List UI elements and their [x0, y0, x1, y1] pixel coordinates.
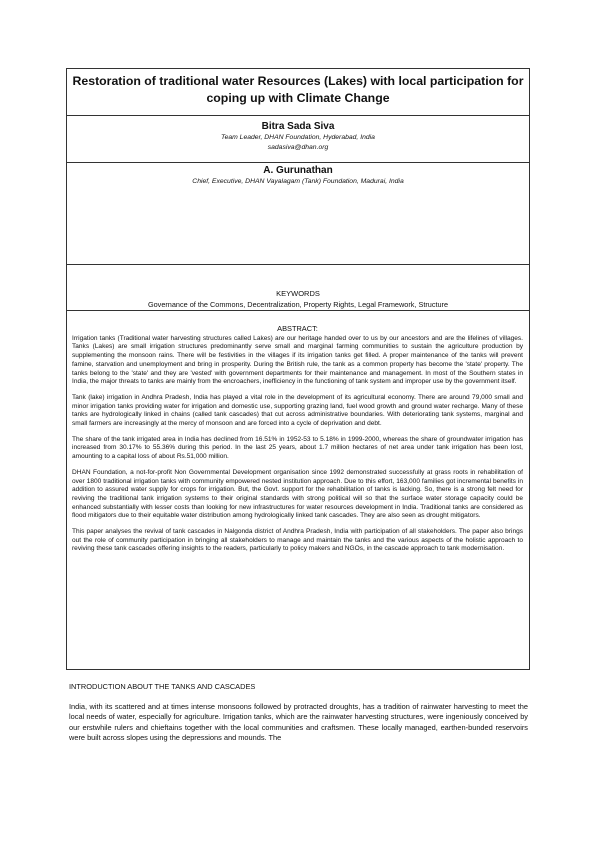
- author-affiliation: Chief, Executive, DHAN Vayalagam (Tank) Foundation, Madurai, India: [192, 178, 404, 185]
- body-paragraph: India, with its scattered and at times intense monsoons followed by protracted droughts, has a tradition of rainwater harvesting to meet the local needs of water, especially for agriculture. Irrigation tanks, which are the rainwater harvesting structures, were ingeniously conceived by our erstwhile rulers and chieftains together with the local communities and craftsmen. These locally managed, earthen-bunded reservoirs were built across slopes using the depressions and mounds. The: [69, 701, 528, 743]
- abstract-paragraph: This paper analyses the revival of tank cascades in Nalgonda district of Andhra Pradesh, India with participation of all stakeholders. The paper also brings out the role of community participation in bringing all stakeholders to manage and maintain the tanks and the various aspects of the holistic approach to reviving these tank cascades offering insights to the readers, particularly to policy makers and NGOs, in the cascade approach to tank modernisation.: [72, 528, 523, 553]
- abstract-paragraph: The share of the tank irrigated area in India has declined from 16.51% in 1952-53 to 5.18% in 1999-2000, whereas the share of groundwater irrigation has increased from 30.17% to 55.36% during this period. In the last 25 years, about 1.7 million hectares of net area under tank irrigation has been lost, amounting to a capital loss of about Rs.51,000 million.: [72, 435, 523, 461]
- abstract-paragraph: DHAN Foundation, a not-for-profit Non Governmental Development organisation since 1992 demonstrated successfully at grass roots in rehabilitation of over 1800 traditional irrigation tanks with community empowered nested institution approach. Due to this effort, 163,000 families got incremental benefits in addition to assured water supply for crops for irrigation. But, the Govt. support for the rehabilitation of tanks is lacking. So, there is a strong felt need for reviving the traditional tank irrigation systems to their original standards with strong political will so that the surface water storage capacity could be enhanced substantially with lesser costs than looking for new infrastructures for water resources development in India. Traditional tanks are considered as flood mitigators due to their equitable water distribution among hydrologically linked tank cascades. They are also seen as drought mitigators.: [72, 468, 523, 520]
- keywords-label: KEYWORDS: [276, 289, 320, 298]
- keywords-text: Governance of the Commons, Decentralization, Property Rights, Legal Framework, Structure: [147, 300, 449, 309]
- author-block-2: [67, 163, 529, 265]
- abstract-heading: ABSTRACT:: [277, 324, 318, 333]
- section-heading: INTRODUCTION ABOUT THE TANKS AND CASCADES: [69, 682, 256, 691]
- author-affiliation: Team Leader, DHAN Foundation, Hyderabad, India: [221, 134, 375, 141]
- author-block-1: [67, 116, 529, 163]
- author-email: sadasiva@dhan.org: [267, 144, 329, 151]
- author-name: A. Gurunathan: [263, 165, 333, 176]
- abstract-paragraph: Tank (lake) irrigation in Andhra Pradesh, India has played a vital role in the development of its agricultural economy. There are around 79,000 small and minor irrigation tanks providing water for irrigation and domestic use, supporting grazing land, fuel wood growth and ground water recharge. Many of these tanks are hydrologically linked in chains (called tank cascades) that cut across administrative boundaries. With deteriorating tank systems, marginal and small farmers are increasingly at the mercy of monsoon and are forced into a cycle of deprivation and debt.: [72, 393, 523, 428]
- abstract-block: [72, 325, 523, 561]
- paper-header-frame: [66, 68, 530, 670]
- introduction-section: [69, 682, 528, 744]
- keywords-block: [67, 265, 529, 311]
- paper-title: Restoration of traditional water Resources (Lakes) with local participation for coping up with Climate Change: [67, 69, 529, 116]
- abstract-paragraph: Irrigation tanks (Traditional water harvesting structures called Lakes) are our heritage handed over to us by our ancestors and are the lifelines of villages. Tanks (Lakes) are small irrigation structures predominantly serve small and marginal farming communities to sustain the agriculture production by supplementing the monsoon rains. There will be festivities in the villages if its irrigation tanks get filled. A proper maintenance of the tanks will prevent famine, starvation and unemployment and bring in prosperity. During the British rule, the tank as a common property has become the 'state' property. The tanks belong to the 'state' and they are 'vested' with government departments for their maintenance and management. In most of the Southern states in India, the major threats to tanks are mainly from the encroachers, inefficiency in the functioning of tank system and improper use by the government itself.: [72, 334, 523, 386]
- author-name: Bitra Sada Siva: [261, 121, 335, 132]
